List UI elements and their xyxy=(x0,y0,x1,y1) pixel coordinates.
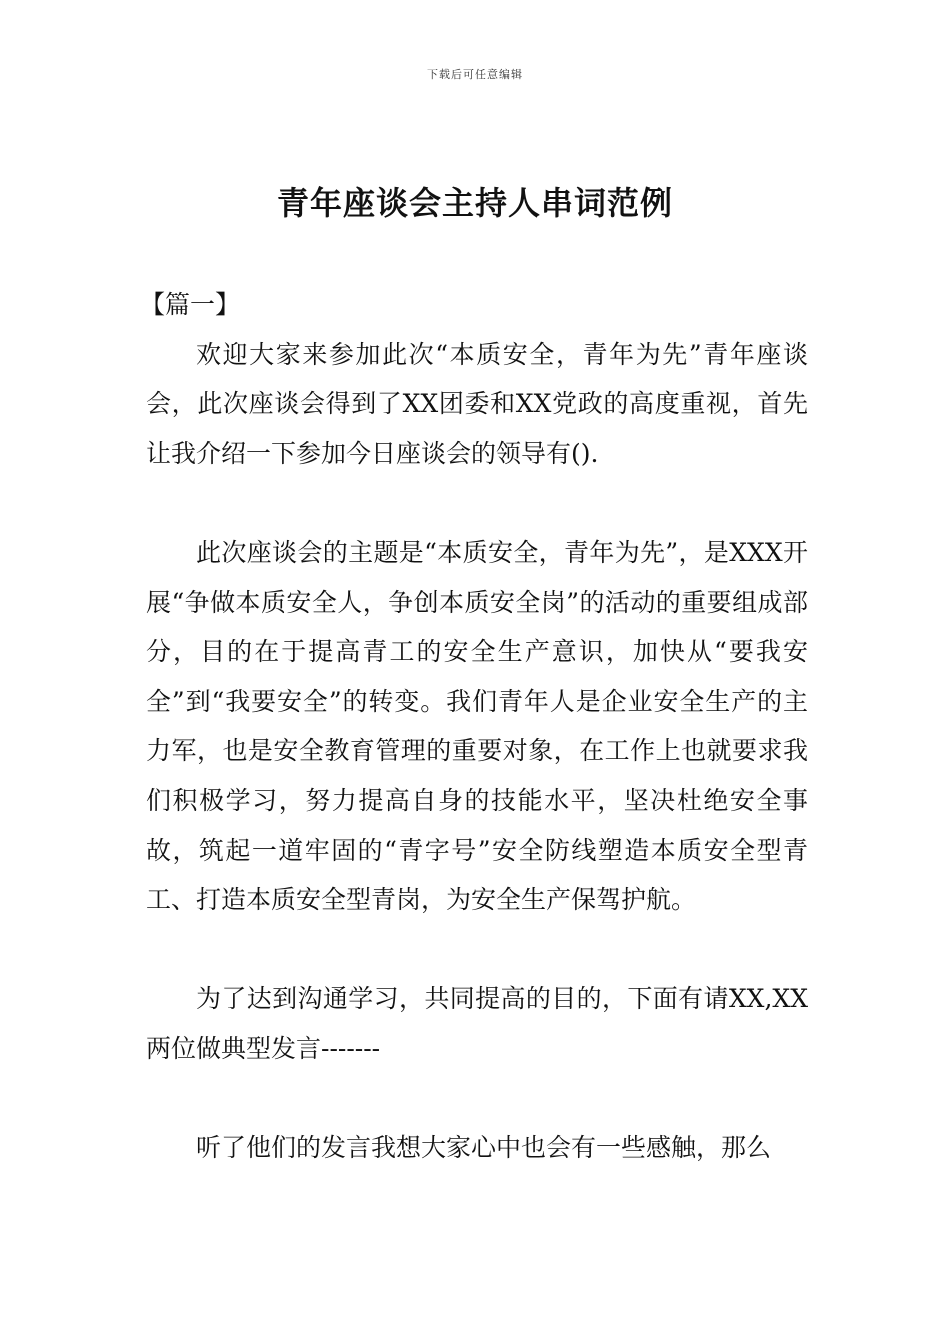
document-title: 青年座谈会主持人串词范例 xyxy=(276,184,673,222)
paragraph-theme: 此次座谈会的主题是“本质安全，青年为先”，是XXX开展“争做本质安全人，争创本质安全岗”的活动的重要组成部分，目的在于提高青工的安全生产意识，加快从“要我安全”到“我要安全”的转变。我们青年人是企业安全生产的主力军，也是安全教育管理的重要对象，在工作上也就要求我们积极学习，努力提高自身的技能水平，坚决杜绝安全事故，筑起一道牢固的“青字号”安全防线塑造本质安全型青工、打造本质安全型青岗，为安全生产保驾护航。 xyxy=(146,537,808,915)
document-body xyxy=(140,280,808,1173)
section-label: 【篇一】 xyxy=(140,290,241,319)
paragraph-speakers: 为了达到沟通学习，共同提高的目的，下面有请XX,XX两位做典型发言------- xyxy=(146,984,808,1063)
paragraph-welcome: 欢迎大家来参加此次“本质安全，青年为先”青年座谈会，此次座谈会得到了XX团委和XX党政的高度重视，首先让我介绍一下参加今日座谈会的领导有(). xyxy=(146,339,808,468)
header-note: 下载后可任意编辑 xyxy=(427,68,523,81)
paragraph-closing: 听了他们的发言我想大家心中也会有一些感触，那么 xyxy=(196,1133,772,1163)
